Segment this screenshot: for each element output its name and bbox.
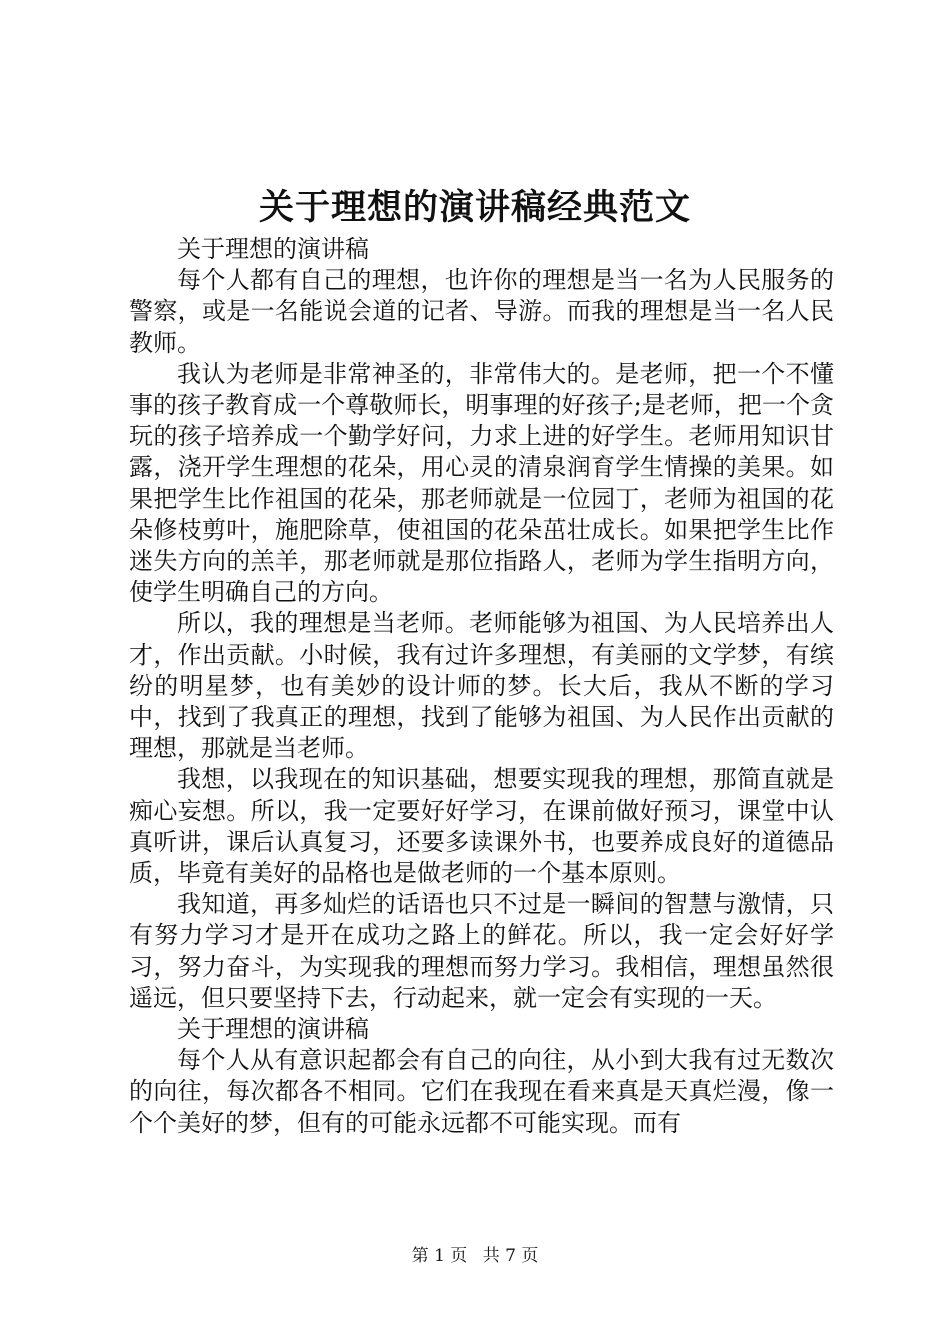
paragraph: 所以，我的理想是当老师。老师能够为祖国、为人民培养出人才，作出贡献。小时候，我有过许多理想，有美丽的文学梦，有缤纷的明星梦，也有美妙的设计师的梦。长大后，我从不断的学习中，找到了我真正的理想，找到了能够为祖国、为人民作出贡献的理想，那就是当老师。 — [129, 609, 834, 763]
paragraph: 每个人从有意识起都会有自己的向往，从小到大我有过无数次的向往，每次都各不相同。它们在我现在看来真是天真烂漫，像一个个美好的梦，但有的可能永远都不可能实现。而有 — [129, 1046, 834, 1137]
paragraph: 每个人都有自己的理想，也许你的理想是当一名为人民服务的警察，或是一名能说会道的记者、导游。而我的理想是当一名人民教师。 — [129, 266, 834, 357]
paragraph: 我认为老师是非常神圣的，非常伟大的。是老师，把一个不懂事的孩子教育成一个尊敬师长，明事理的好孩子;是老师，把一个贪玩的孩子培养成一个勤学好问，力求上进的好学生。老师用知识甘露，浇开学生理想的花朵，用心灵的清泉润育学生情操的美果。如果把学生比作祖国的花朵，那老师就是一位园丁，老师为祖国的花朵修枝剪叶，施肥除草，使祖国的花朵茁壮成长。如果把学生比作迷失方向的羔羊，那老师就是那位指路人，老师为学生指明方向，使学生明确自己的方向。 — [129, 359, 834, 607]
document-title: 关于理想的演讲稿经典范文 — [258, 187, 691, 228]
page-total: 共 7 页 — [482, 1246, 539, 1266]
paragraph: 我想，以我现在的知识基础，想要实现我的理想，那简直就是痴心妄想。所以，我一定要好好学习，在课前做好预习，课堂中认真听讲，课后认真复习，还要多读课外书，也要养成良好的道德品质，毕竟有美好的品格也是做老师的一个基本原则。 — [129, 765, 834, 888]
document-body — [129, 234, 834, 1139]
section-heading: 关于理想的演讲稿 — [177, 1015, 369, 1044]
page-number: 第 1 页 — [411, 1246, 468, 1266]
paragraph: 我知道，再多灿烂的话语也只不过是一瞬间的智慧与激情，只有努力学习才是开在成功之路上的鲜花。所以，我一定会好好学习，努力奋斗，为实现我的理想而努力学习。我相信，理想虽然很遥远，但只要坚持下去，行动起来，就一定会有实现的一天。 — [129, 890, 834, 1012]
section-heading: 关于理想的演讲稿 — [177, 235, 369, 263]
page-footer — [0, 1245, 950, 1267]
